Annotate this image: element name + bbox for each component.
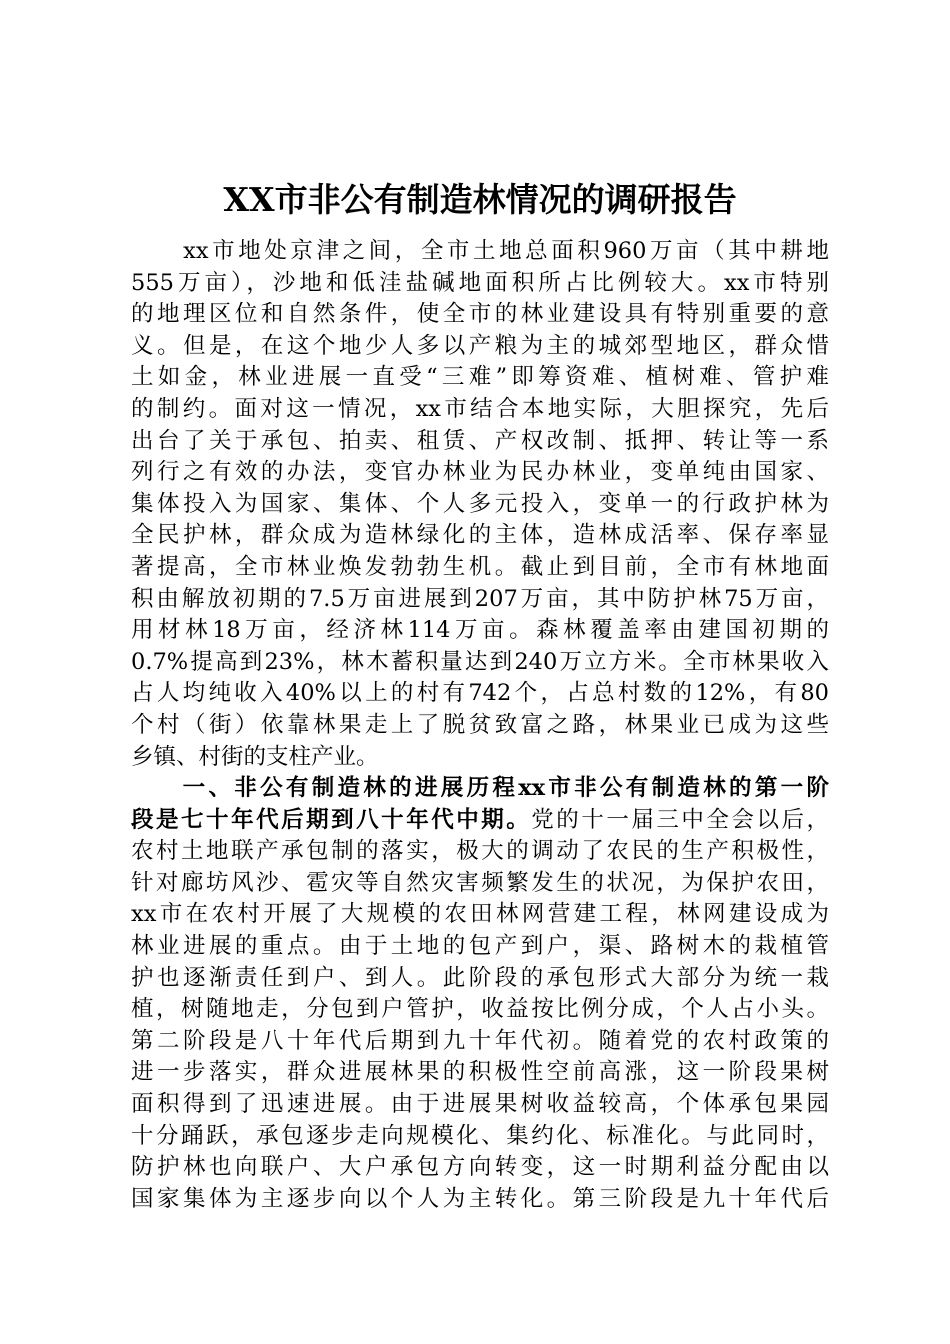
body-line-10: 全民护林，群众成为造林绿化的主体，造林成活率、保存率显 [131,522,829,549]
body-line-21: 针对廊坊风沙、雹灾等自然灾害频繁发生的状况，为保护农田， [131,869,829,896]
body-line-4: 义。但是，在这个地少人多以产粮为主的城郊型地区，群众惜 [131,332,829,359]
body-line-12: 积由解放初期的7.5万亩进展到207万亩，其中防护林75万亩， [131,585,829,612]
body-line-20: 农村土地联产承包制的落实，极大的调动了农民的生产积极性， [131,838,829,865]
body-line-16: 个村（街）依靠林果走上了脱贫致富之路，林果业已成为这些 [131,711,829,738]
document-body [131,236,829,1215]
document-title: XX市非公有制造林情况的调研报告 [223,180,737,219]
body-line-22: xx市在农村开展了大规模的农田林网营建工程，林网建设成为 [131,901,829,928]
body-line-6: 的制约。面对这一情况，xx市结合本地实际，大胆探究，先后 [131,395,829,422]
section-heading-1: 一、非公有制造林的进展历程xx市非公有制造林的第一阶 [131,775,829,802]
body-line-23: 林业进展的重点。由于土地的包产到户，渠、路树木的栽植管 [131,933,829,960]
body-line-7: 出台了关于承包、拍卖、租赁、产权改制、抵押、转让等一系 [131,427,829,454]
body-line-25: 植，树随地走，分包到户管护，收益按比例分成，个人占小头。 [131,996,829,1023]
body-line-24: 护也逐渐责任到户、到人。此阶段的承包形式大部分为统一栽 [131,964,829,991]
body-line-13: 用材林18万亩，经济林114万亩。森林覆盖率由建国初期的 [131,617,829,644]
body-line-30: 防护林也向联户、大户承包方向转变，这一时期利益分配由以 [131,1154,829,1181]
body-line-5: 土如金，林业进展一直受“三难”即筹资难、植树难、管护难 [131,364,829,391]
body-line-14: 0.7%提高到23%，林木蓄积量达到240万立方米。全市林果收入 [131,648,829,675]
body-line-15: 占人均纯收入40%以上的村有742个，占总村数的12%，有80 [131,680,829,707]
body-line-9: 集体投入为国家、集体、个人多元投入，变单一的行政护林为 [131,490,829,517]
body-line-11: 著提高，全市林业焕发勃勃生机。截止到目前，全市有林地面 [131,553,829,580]
body-line-26: 第二阶段是八十年代后期到九十年代初。随着党的农村政策的 [131,1027,829,1054]
body-line-8: 列行之有效的办法，变官办林业为民办林业，变单纯由国家、 [131,459,829,486]
body-line-28: 面积得到了迅速进展。由于进展果树收益较高，个体承包果园 [131,1091,829,1118]
body-line-2: 555万亩），沙地和低洼盐碱地面积所占比例较大。xx市特别 [131,269,829,296]
body-line-31: 国家集体为主逐步向以个人为主转化。第三阶段是九十年代后 [131,1185,829,1212]
section-heading-1-cont: 段是七十年代后期到八十年代中期。 [131,806,532,833]
body-line-19-rest: 党的十一届三中全会以后， [531,806,829,833]
body-line-29: 十分踊跃，承包逐步走向规模化、集约化、标准化。与此同时， [131,1122,829,1149]
body-line-mixed [131,805,829,837]
body-line-27: 进一步落实，群众进展林果的积极性空前高涨，这一阶段果树 [131,1059,829,1086]
body-line-17: 乡镇、村街的支柱产业。 [131,743,379,770]
body-line-3: 的地理区位和自然条件，使全市的林业建设具有特别重要的意 [131,301,829,328]
body-line-1: xx市地处京津之间，全市土地总面积960万亩（其中耕地 [131,238,829,264]
